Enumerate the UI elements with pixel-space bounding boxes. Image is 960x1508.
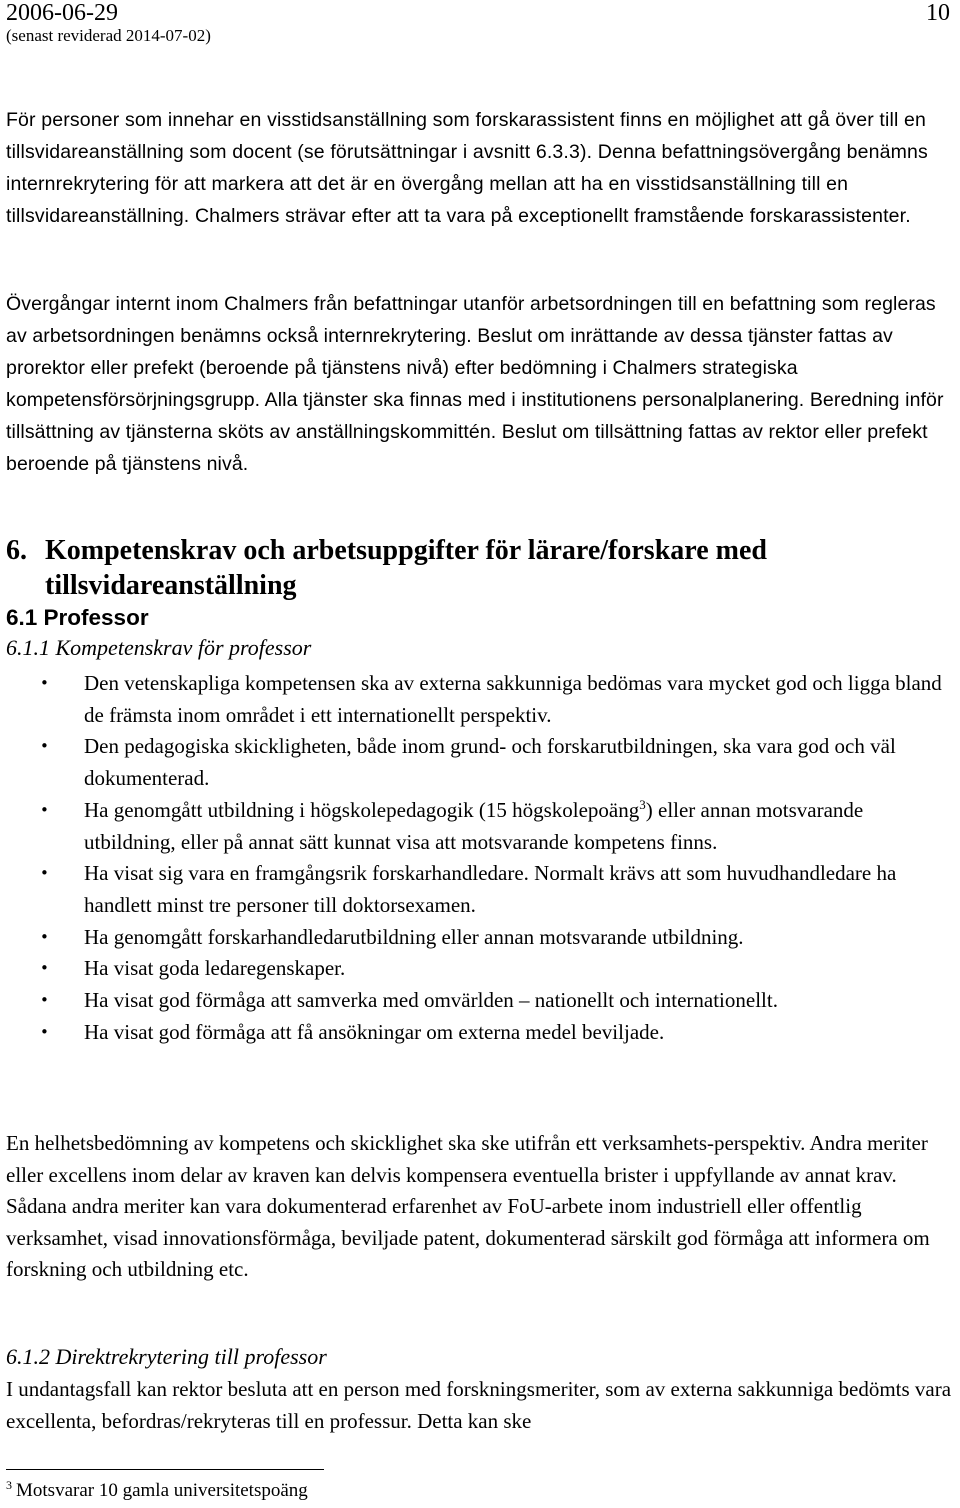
list-item-text: Den vetenskapliga kompetensen ska av externa sakkunniga bedömas vara mycket god och ligga bland de främsta inom området i ett internationellt perspektiv. (84, 671, 942, 727)
list-item-text: Ha visat goda ledaregenskaper. (84, 956, 346, 981)
list-item-text: Den pedagogiska skickligheten, både inom grund- och forskarutbildningen, ska vara god och väl dokumenterad. (84, 734, 896, 791)
bullet-icon: • (40, 800, 49, 819)
list-item-text-before: Ha genomgått utbildning i högskolepedagogik (15 högskolepoäng (84, 797, 640, 822)
paragraph-text: För personer som innehar en visstidsanställning som forskarassistent finns en möjlighet att gå över till en tillsvidareanställning som docent (se förutsättningar i avsnitt 6.3.3). Denna befattningsövergång benämns internrekrytering för att markera att det är en övergång mellan att ha en visstidsanställning till en tillsvidareanställning. Chalmers strävar efter att ta vara på exceptionellt framstående forskarassistenter. (6, 109, 928, 227)
subsubsection-heading-direct-recruitment: 6.1.2 Direktrekrytering till professor (6, 1344, 327, 1369)
bullet-icon: • (40, 864, 49, 883)
subsection-heading: 6.1 Professor (6, 605, 149, 630)
list-item (0, 858, 960, 921)
footnote-reference: 3 (639, 796, 646, 812)
bullet-icon: • (40, 959, 49, 978)
footnote-divider (6, 1469, 324, 1470)
footnote-marker: 3 (6, 1477, 12, 1492)
list-item (0, 922, 960, 954)
list-item-text-after: ) eller annan motsvarande utbildning, eller på annat sätt kunnat visa att motsvarande kompetens finns. (84, 797, 864, 854)
bullet-icon: • (40, 991, 49, 1010)
paragraph-direct-recruitment: I undantagsfall kan rektor besluta att en person med forskningsmeriter, som av externa sakkunniga bedömts vara excellenta, befordras/rekryteras till en professur. Detta kan ske (6, 1377, 952, 1433)
list-item-text: Ha visat god förmåga att samverka med omvärlden – nationellt och internationellt. (84, 988, 778, 1013)
list-item (0, 668, 960, 731)
list-item (0, 795, 960, 858)
bullet-icon: • (40, 674, 49, 692)
list-item-text: Ha visat god förmåga att få ansökningar om externa medel beviljade. (84, 1019, 665, 1044)
requirements-list (0, 668, 960, 1048)
list-item-text: Ha visat sig vara en framgångsrik forskarhandledare. Normalt krävs att som huvudhandledare ha handlett minst tre personer till doktorsexamen. (84, 861, 897, 917)
section-title-line2: tillsvidareanställning (45, 570, 297, 601)
footnote (6, 1476, 308, 1506)
footnote-text: Motsvarar 10 gamla universitetspoäng (16, 1480, 308, 1501)
section-heading (6, 533, 956, 603)
list-item (0, 985, 960, 1017)
paragraph-text: Övergångar internt inom Chalmers från befattningar utanför arbetsordningen till en befattning som regleras av arbetsordningen benämns också internrekrytering. Beslut om inrättande av dessa tjänster fattas av prorektor eller prefekt (beroende på tjänstens nivå) efter bedömning i Chalmers strategiska kompetensförsörjningsgrupp. Alla tjänster ska finnas med i institutionens personalplanering. Beredning inför tillsättning av tjänsterna sköts av anställningskommittén. Beslut om tillsättning fattas av rektor eller prefekt beroende på tjänstens nivå. (6, 293, 944, 475)
bullet-icon: • (40, 927, 49, 946)
section-title-line1: Kompetenskrav och arbetsuppgifter för lärare/forskare med (45, 535, 767, 566)
page-number: 10 (926, 0, 950, 26)
header-date: 2006-06-29 (6, 0, 118, 26)
list-item (0, 1017, 960, 1049)
list-item-text: Ha genomgått forskarhandledarutbildning eller annan motsvarande utbildning. (84, 924, 744, 949)
list-item (0, 953, 960, 985)
subsubsection-heading: 6.1.1 Kompetenskrav för professor (6, 635, 312, 660)
header-revision: (senast reviderad 2014-07-02) (6, 26, 211, 45)
list-item (0, 731, 960, 794)
paragraph-overall-assessment: En helhetsbedömning av kompetens och skicklighet ska ske utifrån ett verksamhets-perspektiv. Andra meriter eller excellens inom delar av kraven kan delvis kompensera eventuella brister i uppfyllande av annat krav. Sådana andra meriter kan vara dokumenterad erfarenhet av FoU-arbete inom industriell eller offentlig verksamhet, visad innovationsförmåga, beviljade patent, dokumenterad särskilt god förmåga att informera om forskning och utbildning etc. (6, 1131, 930, 1281)
bullet-icon: • (40, 1022, 49, 1041)
paragraph-internal-recruitment (6, 104, 956, 232)
section-number: 6. (6, 535, 27, 566)
paragraph-internal-transitions (6, 288, 956, 480)
bullet-icon: • (40, 737, 49, 756)
